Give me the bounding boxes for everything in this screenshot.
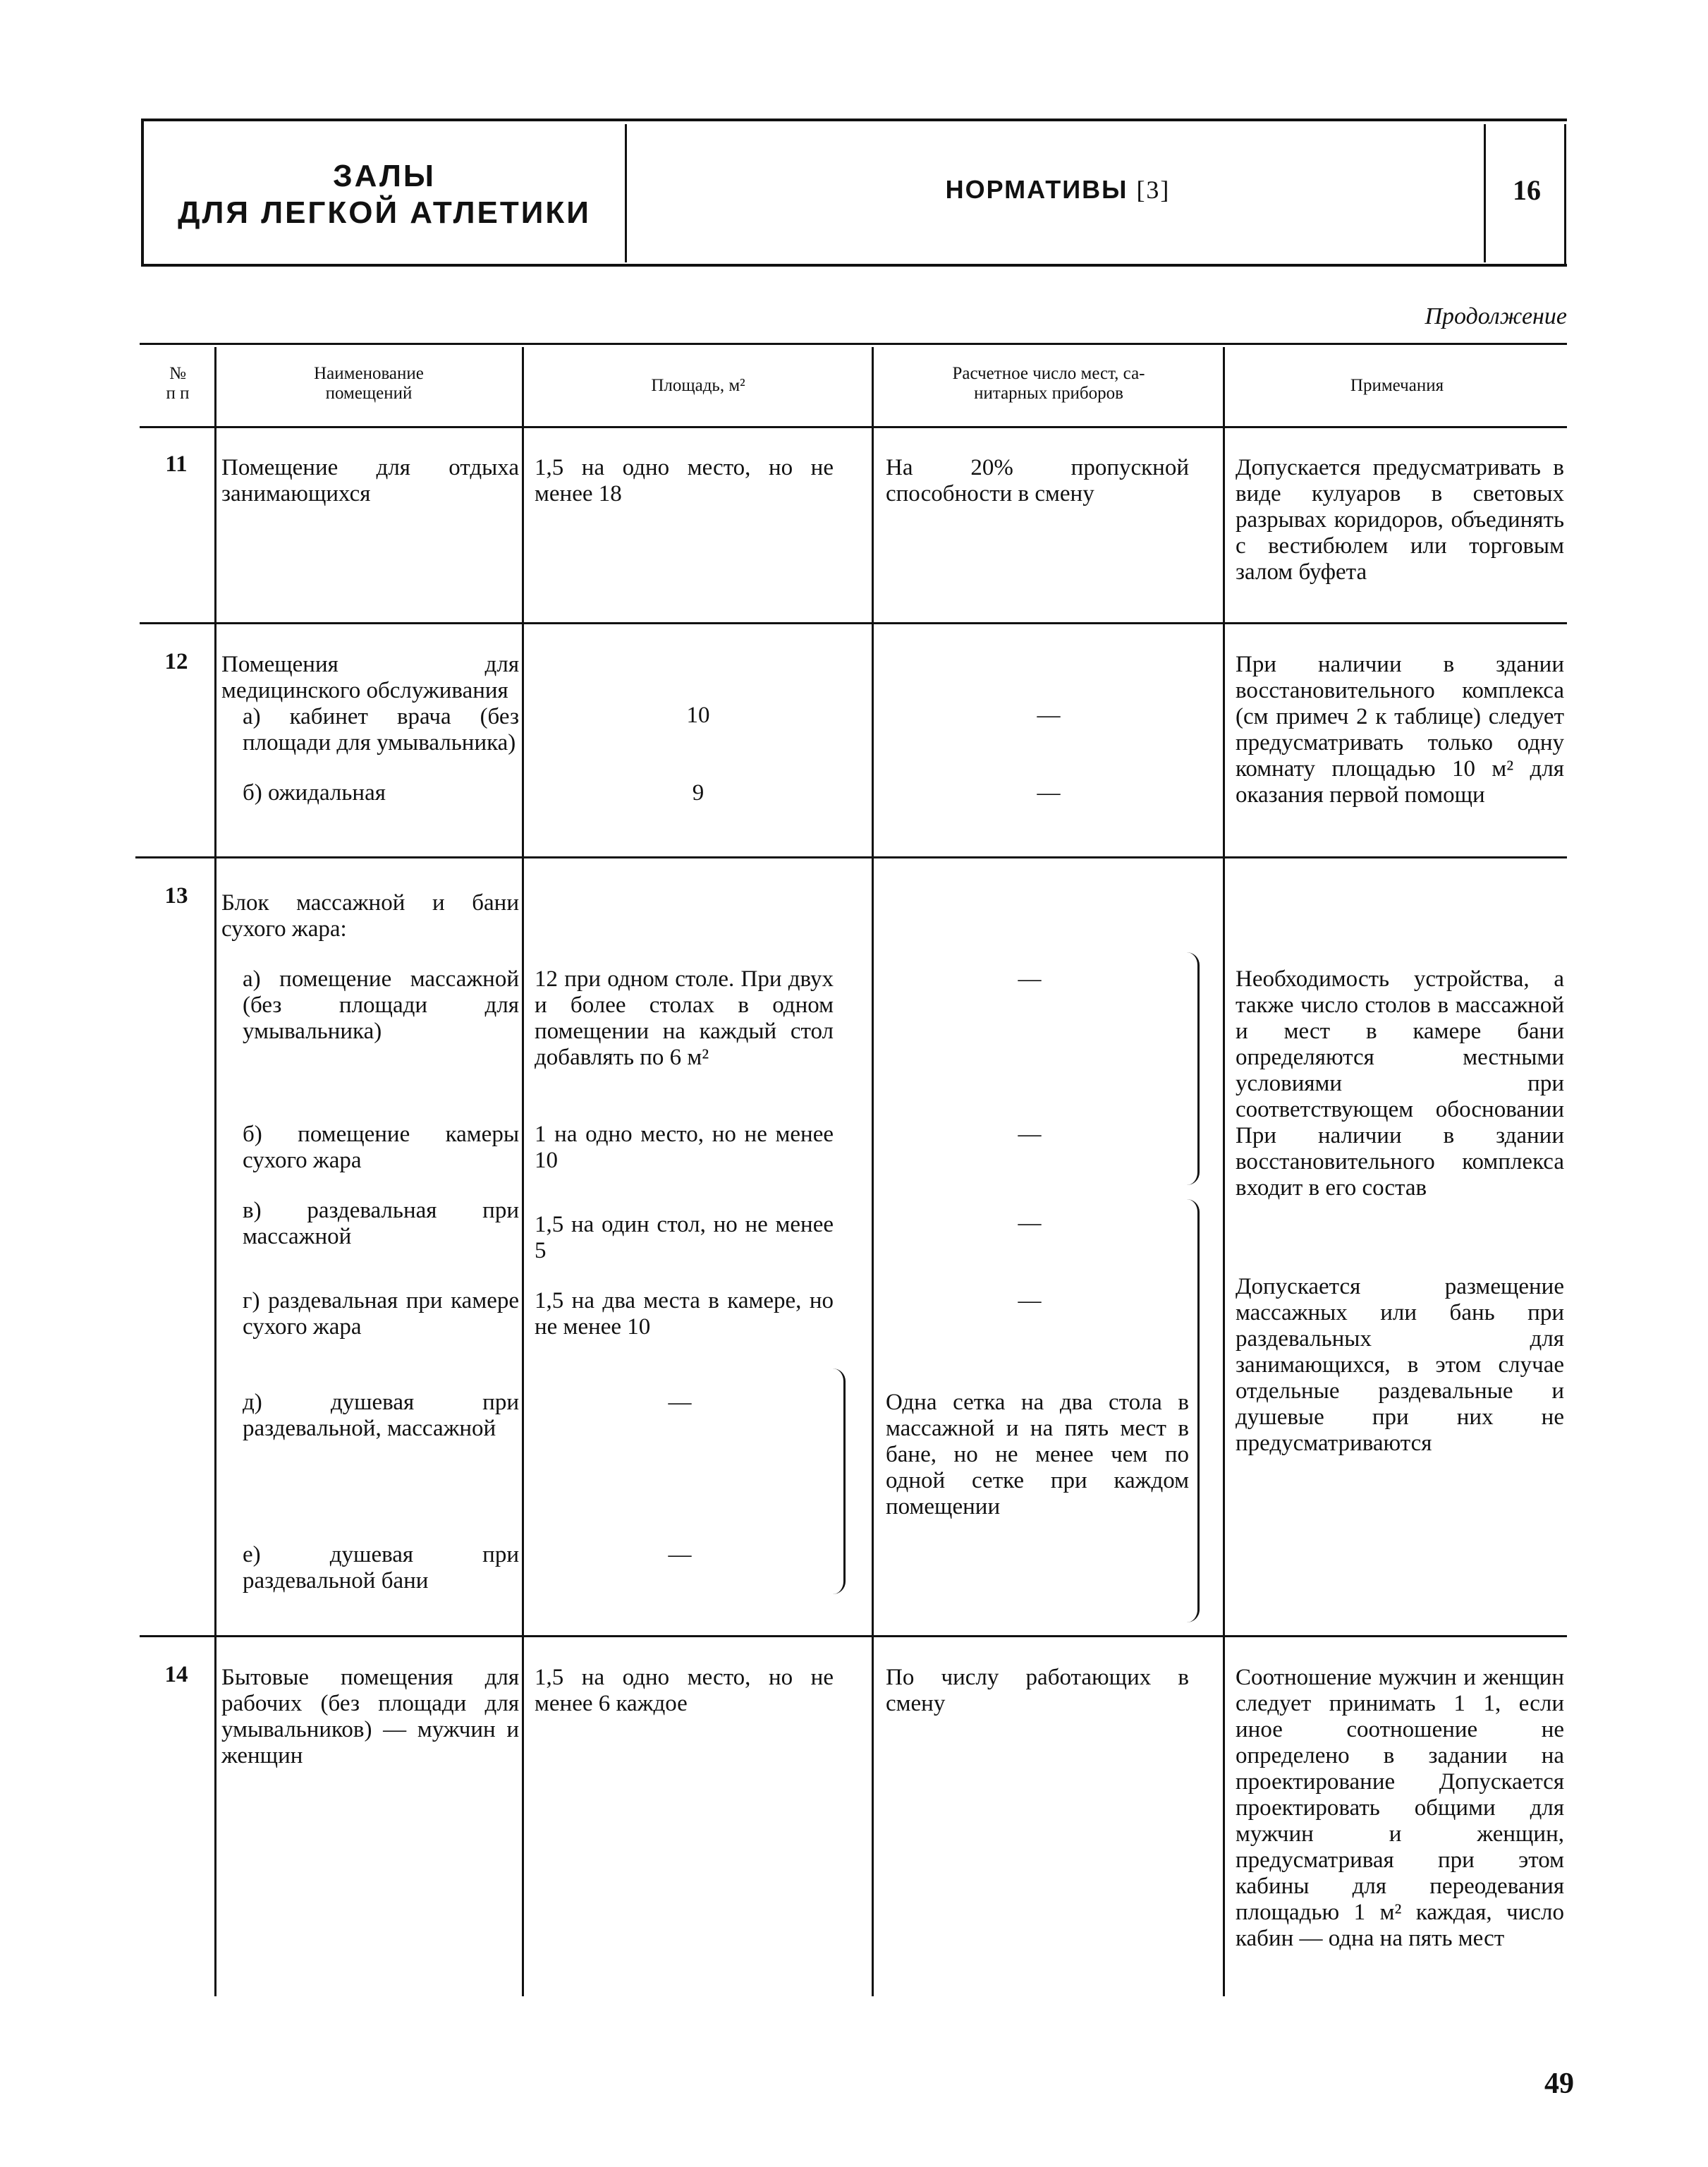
room-name: Помещения для медицинского обслуживания	[221, 652, 519, 703]
column-rule-3	[872, 347, 874, 1996]
header-bottom-rule	[141, 264, 1567, 267]
room-count: На 20% пропускной способности в смену	[886, 455, 1189, 506]
room-area: 1,5 на один стол, но не менее 5	[535, 1212, 834, 1263]
section-label: НОРМАТИВЫ	[945, 175, 1128, 204]
brace-showers-count	[1179, 1199, 1200, 1622]
header-divider-1	[625, 124, 627, 262]
room-count: —	[1037, 703, 1061, 728]
room-name-sub: б) ожидальная	[243, 780, 386, 806]
room-name-sub: г) раздевальная при камере сухого жара	[243, 1288, 519, 1340]
room-area: —	[668, 1390, 692, 1415]
row-separator-12	[135, 856, 1567, 858]
room-count: —	[1018, 1210, 1042, 1236]
room-count: —	[1018, 966, 1042, 992]
room-area: 1,5 на одно место, но не менее 18	[535, 455, 834, 506]
room-name-sub: а) помещение массажной (без площади для умывальника)	[243, 966, 519, 1044]
header-left-border	[141, 120, 144, 265]
row-number: 13	[164, 883, 188, 909]
room-name-sub: д) душевая при раздевальной, массажной	[243, 1390, 519, 1441]
column-rule-1	[214, 347, 216, 1996]
room-name-sub: а) кабинет врача (без площади для умывальника)	[243, 704, 519, 755]
room-area: 10	[686, 703, 710, 728]
room-area: 1,5 на два места в камере, но не менее 10	[535, 1288, 834, 1340]
room-area: 1 на одно место, но не менее 10	[535, 1122, 834, 1173]
room-count: —	[1018, 1122, 1042, 1147]
room-name: Блок массажной и бани сухого жара:	[221, 890, 519, 942]
header-divider-2	[1484, 124, 1486, 262]
room-name-sub: в) раздевальная при массажной	[243, 1198, 519, 1249]
room-notes: Допускается размещение массажных или бань при раздевальных для занимающихся, в этом случае отдельные раздевальные и душевые при них не предусматриваются	[1236, 1274, 1564, 1456]
room-notes: Необходимость устройства, а также число столов в массажной и мест в камере бани определяются местными условиями при соответствующем обосновании При наличии в здании восстановительного комплекса входит в его состав	[1236, 966, 1564, 1201]
room-notes: При наличии в здании восстановительного комплекса (см примеч 2 к таблице) следует предусматривать только одну комнату площадью 10 м² для оказания первой помощи	[1236, 652, 1564, 808]
row-number: 11	[165, 451, 188, 477]
brace-showers-area	[825, 1368, 846, 1594]
room-count: По числу работающих в смену	[886, 1665, 1189, 1716]
room-name-sub: б) помещение камеры сухого жара	[243, 1122, 519, 1173]
room-name-sub: е) душевая при раздевальной бани	[243, 1542, 519, 1594]
page-title: ЗАЛЫ ДЛЯ ЛЕГКОЙ АТЛЕТИКИ	[178, 159, 591, 230]
page-number: 49	[1544, 2068, 1574, 2100]
room-notes: Допускается предусматривать в виде кулуаров в световых разрывах коридоров, объединять с вестибюлем или торговым залом буфета	[1236, 455, 1564, 585]
room-name: Помещение для отдыха занимающихся	[221, 455, 519, 506]
section-reference: [3]	[1136, 176, 1171, 204]
brace-massage-count	[1179, 952, 1200, 1185]
room-area: 9	[692, 780, 704, 806]
room-count: —	[1018, 1288, 1042, 1313]
row-number: 12	[164, 649, 188, 674]
room-count: —	[1037, 780, 1061, 806]
column-rule-2	[522, 347, 524, 1996]
table-header-bottom-rule	[140, 426, 1567, 428]
row-separator-13	[140, 1635, 1567, 1637]
continuation-label: Продолжение	[1425, 303, 1567, 329]
header-top-rule	[141, 119, 1567, 121]
row-separator-11	[140, 622, 1567, 624]
room-area: 12 при одном столе. При двух и более столах в одном помещении на каждый стол добавлять по 6 м²	[535, 966, 834, 1070]
section-title	[635, 175, 1481, 205]
column-header-count: Расчетное число мест, са- нитарных приборов	[952, 364, 1145, 403]
column-header-name: Наименование помещений	[314, 364, 424, 403]
room-notes: Соотношение мужчин и женщин следует принимать 1 1, если иное соотношение не определено в задании на проектирование Допускается проектировать общими для мужчин и женщин, предусматривая при этом кабины для переодевания площадью 1 м² каждая, число кабин — одна на пять мест	[1236, 1665, 1564, 1951]
row-number: 14	[164, 1662, 188, 1687]
column-rule-4	[1223, 347, 1225, 1996]
room-name: Бытовые помещения для рабочих (без площади для умывальников) — мужчин и женщин	[221, 1665, 519, 1768]
table-top-rule	[140, 343, 1567, 345]
column-header-num: № п п	[166, 364, 190, 403]
room-area: 1,5 на одно место, но не менее 6 каждое	[535, 1665, 834, 1716]
table-number: 16	[1513, 174, 1541, 206]
room-area: —	[668, 1542, 692, 1567]
room-count: Одна сетка на два стола в массажной и на пять мест в бане, но не менее чем по одной сетке при каждом помещении	[886, 1390, 1189, 1519]
column-header-area: Площадь, м²	[651, 376, 745, 395]
column-header-notes: Примечания	[1350, 376, 1444, 395]
